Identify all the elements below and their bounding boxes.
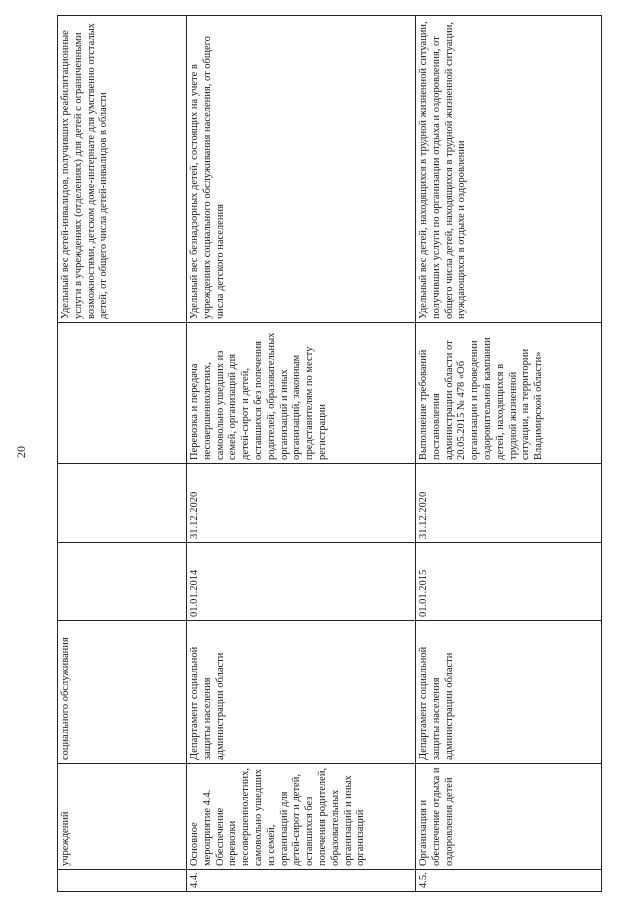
cell-expected-result: Выполнение требований постановления администрации области от 20.05.2015 № 478 «Об организации и проведении оздоровительной кампании детей, находящихся в трудной жизненной ситуации, на территории Владимирской области»	[416, 323, 602, 464]
cell-indicator: Удельный вес детей-инвалидов, получивших реабилитационные услуги в учреждениях (отделениях) для детей с ограниченными возможностями, детском доме-интернате для умственно отсталых детей, от общего числа детей-инвалидов в области	[58, 16, 187, 323]
cell-number: 4.5.	[416, 870, 602, 892]
cell-activity-name: Основное мероприятие 4.4. Обеспечение перевозки несовершеннолетних, самовольно ушедших из семей, организаций для детей-сирот и детей, оставшихся без попечения родителей, образовательных организаций и иных организаций	[187, 764, 416, 870]
table-row	[416, 16, 602, 892]
cell-end-date	[58, 464, 187, 543]
cell-expected-result	[58, 323, 187, 464]
program-activities-table	[57, 15, 602, 892]
page-number: 20	[14, 446, 28, 458]
cell-executor: социального обслуживания	[58, 621, 187, 764]
cell-end-date: 31.12.2020	[187, 464, 416, 543]
cell-end-date: 31.12.2020	[416, 464, 602, 543]
cell-activity-name: Организация и обеспечение отдыха и оздоровления детей	[416, 764, 602, 870]
cell-start-date: 01.01.2015	[416, 543, 602, 621]
cell-executor: Департамент социальной защиты населения администрации области	[416, 621, 602, 764]
table-row	[187, 16, 416, 892]
cell-expected-result: Перевозка и передача несовершеннолетних, самовольно ушедших из семей, организаций для детей-сирот и детей, оставшихся без попечения родителей, образовательных организаций и иных организаций, законным представителям по месту регистрации	[187, 323, 416, 464]
cell-number: 4.4.	[187, 870, 416, 892]
cell-number	[58, 870, 187, 892]
cell-indicator: Удельный вес безнадзорных детей, состоящих на учете в учреждениях социального обслуживания населения, от общего числа детского населения	[187, 16, 416, 323]
program-table-container	[57, 16, 603, 892]
cell-executor: Департамент социальной защиты населения администрации области	[187, 621, 416, 764]
cell-start-date: 01.01.2014	[187, 543, 416, 621]
cell-indicator: Удельный вес детей, находящихся в трудной жизненной ситуации, получивших услуги по организации отдыха и оздоровления, от общего числа детей, находящихся в трудной жизненной ситуации, нуждающихся в отдыхе и оздоровлении	[416, 16, 602, 323]
cell-start-date	[58, 543, 187, 621]
table-row	[58, 16, 187, 892]
cell-activity-name: учреждений	[58, 764, 187, 870]
